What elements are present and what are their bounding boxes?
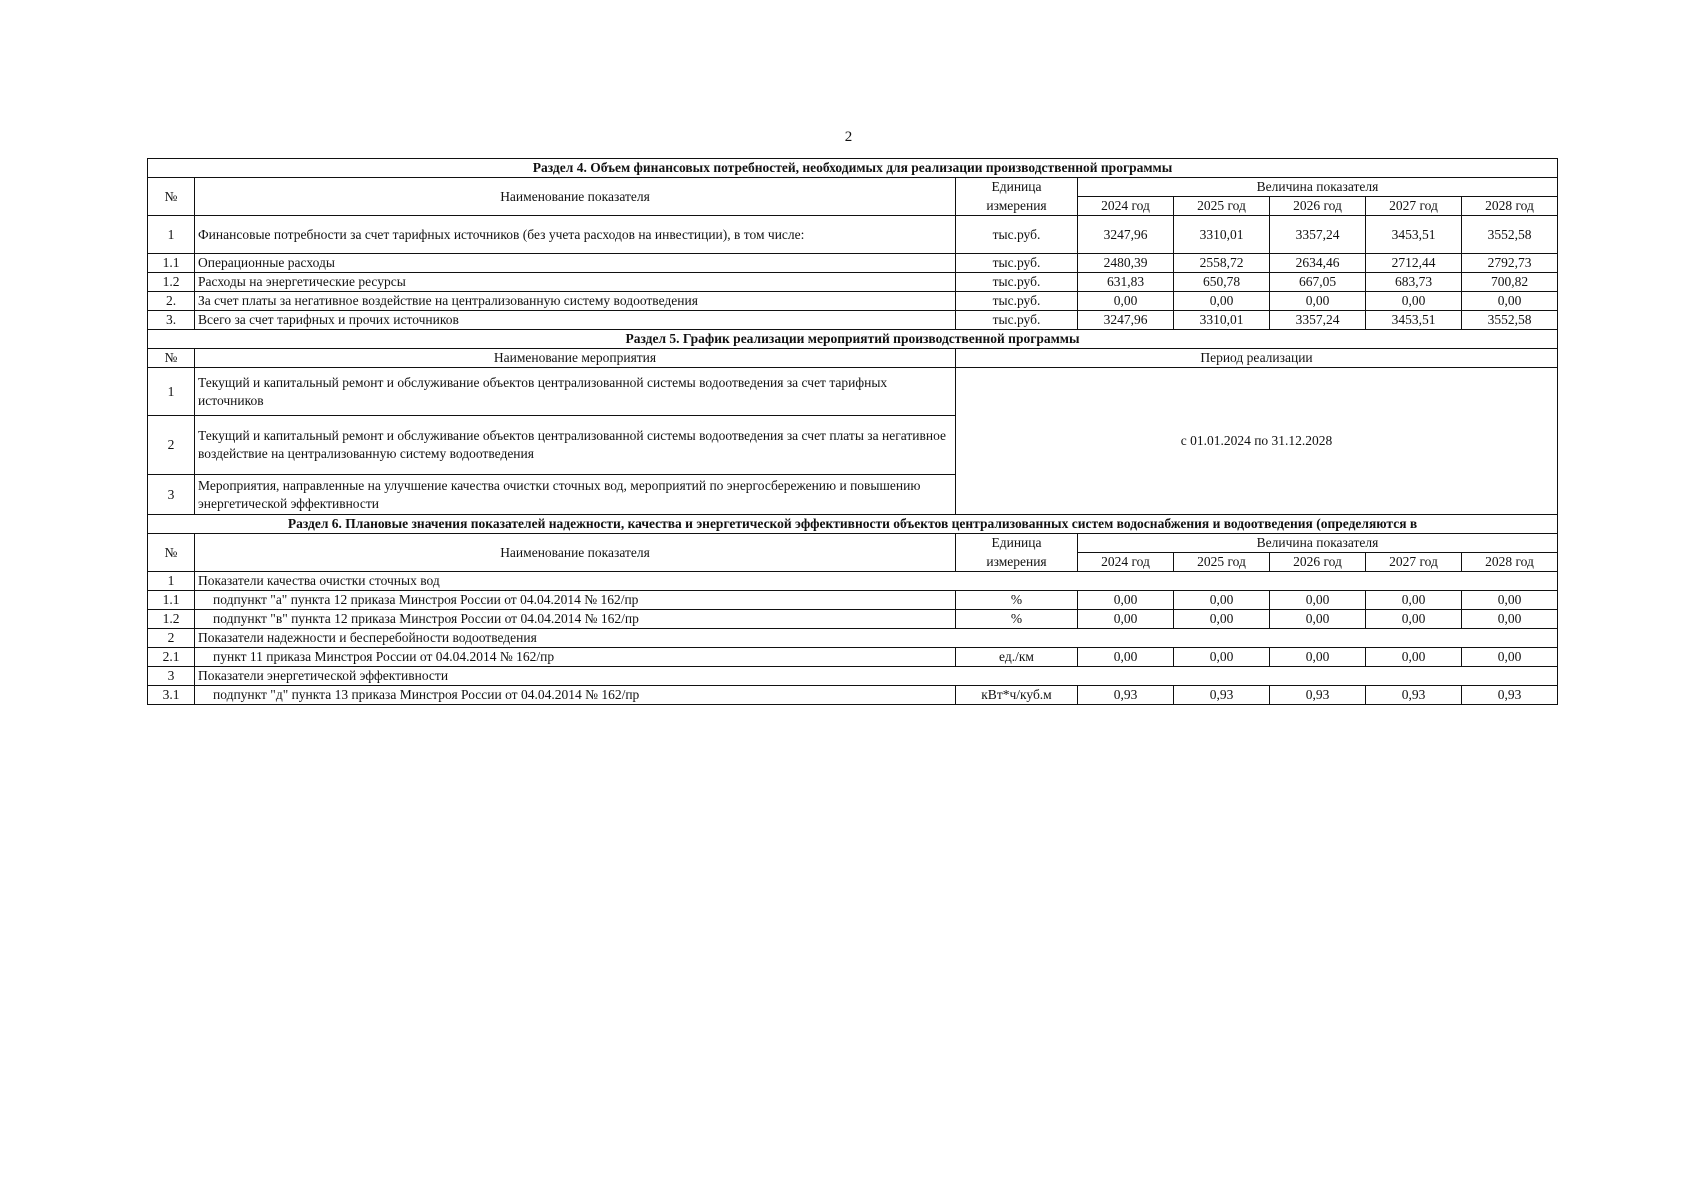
row-value: 0,00	[1462, 610, 1558, 629]
row-name: Текущий и капитальный ремонт и обслуживание объектов централизованной системы водоотведения за счет платы за негативное воздействие на централизованную систему водоотведения	[195, 416, 956, 475]
row-num: 3.1	[148, 686, 195, 705]
row-num: 1	[148, 572, 195, 591]
row-value: 667,05	[1270, 273, 1366, 292]
row-value: 0,93	[1462, 686, 1558, 705]
row-value: 2792,73	[1462, 254, 1558, 273]
program-table	[147, 158, 1558, 705]
row-value: 0,00	[1270, 292, 1366, 311]
s6-header-year: 2026 год	[1270, 553, 1366, 572]
row-value: 0,00	[1462, 292, 1558, 311]
row-num: 2.	[148, 292, 195, 311]
row-name: Финансовые потребности за счет тарифных источников (без учета расходов на инвестиции), в том числе:	[195, 216, 956, 254]
s4-header-year: 2026 год	[1270, 197, 1366, 216]
table-row	[148, 629, 1558, 648]
row-num: 1	[148, 368, 195, 416]
s4-header-name: Наименование показателя	[195, 178, 956, 216]
page-number: 2	[844, 129, 853, 145]
table-row	[148, 292, 1558, 311]
table-row	[148, 254, 1558, 273]
s4-header-unit: Единица	[956, 178, 1078, 197]
row-unit: тыс.руб.	[956, 292, 1078, 311]
row-num: 2	[148, 629, 195, 648]
row-value: 650,78	[1174, 273, 1270, 292]
row-value: 3552,58	[1462, 311, 1558, 330]
row-name: Расходы на энергетические ресурсы	[195, 273, 956, 292]
row-name: Мероприятия, направленные на улучшение качества очистки сточных вод, мероприятий по энергосбережению и повышению энергетической эффективности	[195, 475, 956, 515]
table-row	[148, 273, 1558, 292]
table-row	[148, 591, 1558, 610]
row-value: 0,00	[1270, 591, 1366, 610]
row-num: 3	[148, 475, 195, 515]
row-unit: тыс.руб.	[956, 311, 1078, 330]
row-num: 3.	[148, 311, 195, 330]
row-value: 3453,51	[1366, 216, 1462, 254]
s6-header-name: Наименование показателя	[195, 534, 956, 572]
s4-header-year: 2025 год	[1174, 197, 1270, 216]
s6-header-year: 2027 год	[1366, 553, 1462, 572]
row-value: 0,00	[1366, 610, 1462, 629]
row-value: 0,00	[1174, 591, 1270, 610]
s5-header-period: Период реализации	[956, 349, 1558, 368]
s5-header-name: Наименование мероприятия	[195, 349, 956, 368]
row-name: Текущий и капитальный ремонт и обслуживание объектов централизованной системы водоотведения за счет тарифных источников	[195, 368, 956, 416]
section5-title: Раздел 5. График реализации мероприятий производственной программы	[148, 330, 1558, 349]
row-name: Всего за счет тарифных и прочих источников	[195, 311, 956, 330]
row-value: 0,00	[1174, 610, 1270, 629]
row-num: 2	[148, 416, 195, 475]
s4-header-year: 2027 год	[1366, 197, 1462, 216]
row-value: 0,00	[1078, 610, 1174, 629]
row-value: 700,82	[1462, 273, 1558, 292]
row-value: 0,00	[1366, 591, 1462, 610]
row-num: 1.2	[148, 273, 195, 292]
s6-header-value: Величина показателя	[1078, 534, 1558, 553]
row-unit: %	[956, 610, 1078, 629]
row-value: 0,93	[1078, 686, 1174, 705]
s6-header-year: 2028 год	[1462, 553, 1558, 572]
row-unit: кВт*ч/куб.м	[956, 686, 1078, 705]
row-unit: тыс.руб.	[956, 273, 1078, 292]
row-value: 0,00	[1270, 648, 1366, 667]
s4-header-num: №	[148, 178, 195, 216]
row-value: 3552,58	[1462, 216, 1558, 254]
s4-header-value: Величина показателя	[1078, 178, 1558, 197]
row-value: 0,00	[1462, 591, 1558, 610]
row-num: 1	[148, 216, 195, 254]
row-unit: тыс.руб.	[956, 216, 1078, 254]
row-name: подпункт "д" пункта 13 приказа Минстроя России от 04.04.2014 № 162/пр	[195, 686, 956, 705]
row-value: 3247,96	[1078, 216, 1174, 254]
row-group-name: Показатели энергетической эффективности	[195, 667, 1558, 686]
section4-title: Раздел 4. Объем финансовых потребностей, необходимых для реализации производственной программы	[148, 159, 1558, 178]
row-name: За счет платы за негативное воздействие на централизованную систему водоотведения	[195, 292, 956, 311]
row-value: 631,83	[1078, 273, 1174, 292]
row-value: 0,00	[1462, 648, 1558, 667]
s6-header-year: 2025 год	[1174, 553, 1270, 572]
row-value: 3247,96	[1078, 311, 1174, 330]
row-value: 2634,46	[1270, 254, 1366, 273]
s4-header-year: 2024 год	[1078, 197, 1174, 216]
table-row	[148, 667, 1558, 686]
row-unit: тыс.руб.	[956, 254, 1078, 273]
s6-header-unit-2: измерения	[956, 553, 1078, 572]
row-name: подпункт "в" пункта 12 приказа Минстроя России от 04.04.2014 № 162/пр	[195, 610, 956, 629]
s4-header-unit-2: измерения	[956, 197, 1078, 216]
row-name: подпункт "а" пункта 12 приказа Минстроя России от 04.04.2014 № 162/пр	[195, 591, 956, 610]
s6-header-unit: Единица	[956, 534, 1078, 553]
row-value: 0,00	[1366, 648, 1462, 667]
s6-header-year: 2024 год	[1078, 553, 1174, 572]
row-value: 0,00	[1174, 292, 1270, 311]
table-row	[148, 311, 1558, 330]
row-num: 2.1	[148, 648, 195, 667]
row-value: 0,00	[1078, 648, 1174, 667]
table-row	[148, 610, 1558, 629]
row-value: 0,00	[1174, 648, 1270, 667]
row-value: 3453,51	[1366, 311, 1462, 330]
s5-header-num: №	[148, 349, 195, 368]
row-value: 2480,39	[1078, 254, 1174, 273]
row-value: 3310,01	[1174, 216, 1270, 254]
row-value: 2558,72	[1174, 254, 1270, 273]
row-value: 3357,24	[1270, 311, 1366, 330]
row-unit: %	[956, 591, 1078, 610]
row-value: 683,73	[1366, 273, 1462, 292]
row-value: 3357,24	[1270, 216, 1366, 254]
section6-title: Раздел 6. Плановые значения показателей надежности, качества и энергетической эффективности объектов централизованных систем водоснабжения и водоотведения (определяются в	[148, 515, 1558, 534]
row-num: 1.1	[148, 254, 195, 273]
row-value: 0,00	[1366, 292, 1462, 311]
row-value: 0,00	[1270, 610, 1366, 629]
row-value: 2712,44	[1366, 254, 1462, 273]
row-unit: ед./км	[956, 648, 1078, 667]
table-row	[148, 686, 1558, 705]
row-name: пункт 11 приказа Минстроя России от 04.04.2014 № 162/пр	[195, 648, 956, 667]
row-value: 0,00	[1078, 292, 1174, 311]
row-group-name: Показатели качества очистки сточных вод	[195, 572, 1558, 591]
table-row	[148, 648, 1558, 667]
row-value: 0,93	[1174, 686, 1270, 705]
row-group-name: Показатели надежности и бесперебойности водоотведения	[195, 629, 1558, 648]
row-value: 0,00	[1078, 591, 1174, 610]
row-num: 1.1	[148, 591, 195, 610]
row-value: 3310,01	[1174, 311, 1270, 330]
row-value: 0,93	[1366, 686, 1462, 705]
table-row	[148, 572, 1558, 591]
row-name: Операционные расходы	[195, 254, 956, 273]
row-num: 1.2	[148, 610, 195, 629]
table-row	[148, 368, 1558, 416]
row-value: 0,93	[1270, 686, 1366, 705]
s4-header-year: 2028 год	[1462, 197, 1558, 216]
row-num: 3	[148, 667, 195, 686]
s6-header-num: №	[148, 534, 195, 572]
period-value: с 01.01.2024 по 31.12.2028	[956, 368, 1558, 515]
table-row	[148, 216, 1558, 254]
